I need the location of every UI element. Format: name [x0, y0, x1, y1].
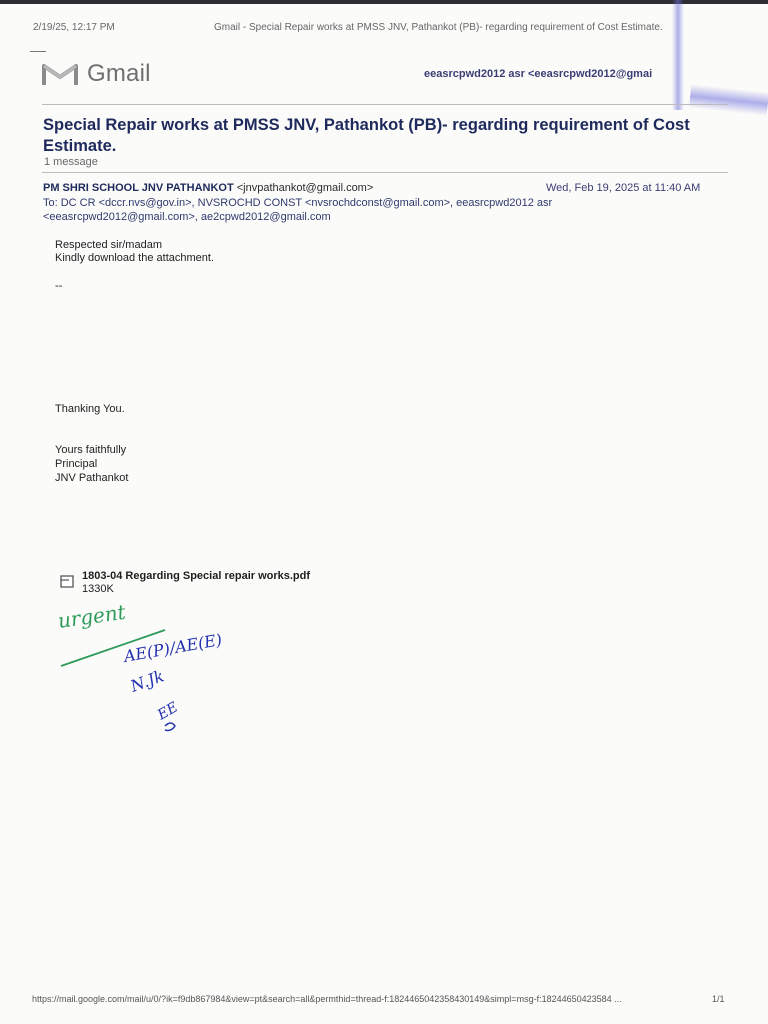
message-recipients: To: DC CR <dccr.nvs@gov.in>, NVSROCHD CONST <nvsrochdconst@gmail.com>, eeasrcpwd2012 asr <eeasrcpwd2012@gmail.com>, ae2cpwd2012@gmail.com: [43, 197, 553, 223]
attachment-name[interactable]: 1803-04 Regarding Special repair works.pdf: [82, 570, 311, 582]
message-count: 1 message: [44, 156, 98, 168]
footer-page-number: 1/1: [712, 994, 725, 1004]
divider: [42, 172, 728, 173]
handwritten-ee: EE: [155, 699, 181, 724]
signature-org: JNV Pathankot: [55, 472, 129, 484]
sender-name: PM SHRI SCHOOL JNV PATHANKOT: [43, 182, 234, 194]
gmail-m-icon: [42, 61, 78, 87]
body-greeting: Respected sir/madam: [55, 239, 162, 251]
signature-separator: --: [55, 280, 63, 292]
page-top-edge: [0, 0, 768, 4]
header-divider: [30, 51, 46, 52]
attachment-size: 1330K: [82, 583, 114, 595]
thread-subject: Special Repair works at PMSS JNV, Pathankot (PB)- regarding requirement of Cost Estimate.: [43, 116, 690, 155]
handwritten-routing: AE(P)/AE(E): [122, 629, 224, 666]
footer-url: https://mail.google.com/mail/u/0/?ik=f9db867984&view=pt&search=all&permthid=thread-f:1824465042358430149&simpl=msg-f:18244650423584 ...: [32, 994, 622, 1004]
handwritten-initials: N.Jk: [127, 666, 167, 696]
attachment[interactable]: [60, 570, 310, 596]
body-line: Kindly download the attachment.: [55, 252, 214, 264]
handwritten-scrawl: [165, 723, 175, 731]
account-label: eeasrcpwd2012 asr <eeasrcpwd2012@gmai: [424, 68, 653, 80]
scan-highlight-mark-2: [689, 84, 768, 116]
print-timestamp: 2/19/25, 12:17 PM: [33, 22, 115, 33]
body-closing: Yours faithfully: [55, 444, 127, 456]
handwritten-annotation: [55, 600, 255, 755]
gmail-logo: [42, 60, 151, 88]
sender-email: <jnvpathankot@gmail.com>: [236, 182, 374, 194]
pdf-file-icon: [60, 570, 74, 596]
gmail-wordmark: Gmail: [87, 60, 151, 87]
divider: [42, 104, 728, 105]
message-date: Wed, Feb 19, 2025 at 11:40 AM: [546, 182, 701, 194]
message-sender: [43, 182, 373, 194]
body-thanks: Thanking You.: [55, 403, 125, 415]
print-page-title: Gmail - Special Repair works at PMSS JNV, Pathankot (PB)- regarding requirement of Cost Estimate.: [214, 22, 663, 33]
signature-title: Principal: [55, 458, 98, 470]
handwritten-urgent: urgent: [56, 600, 128, 633]
scan-highlight-mark: [672, 0, 684, 110]
